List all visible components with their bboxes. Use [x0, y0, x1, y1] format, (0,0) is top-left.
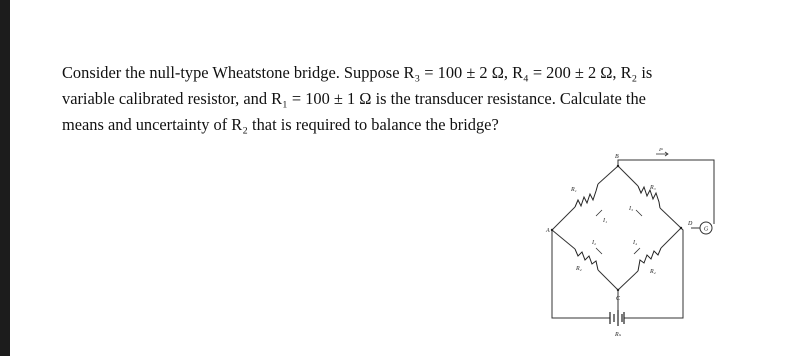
resistor-r3: [638, 186, 660, 208]
r3-label: R₃: [650, 185, 656, 191]
wire-d-r4: [661, 228, 681, 248]
wire-r3-d: [660, 208, 681, 228]
r4-label: R₄: [650, 269, 656, 275]
node-b-dot: [617, 165, 619, 167]
node-b-label: B: [615, 154, 619, 160]
i2-label: I₂: [592, 240, 597, 246]
current-arrow-i4: [634, 248, 640, 254]
wire-b-r3: [618, 166, 638, 186]
question-text: [62, 60, 752, 138]
node-d-label: D: [688, 221, 693, 227]
wheatstone-bridge-diagram: [538, 148, 728, 348]
ig-label: Iᵍ: [659, 148, 663, 153]
i3-label: I₃: [629, 206, 634, 212]
node-a-label: A: [546, 228, 550, 234]
galvanometer-label: G: [703, 226, 709, 233]
i1-label: I₁: [603, 218, 608, 224]
node-d-dot: [680, 227, 682, 229]
resistor-r4: [638, 248, 661, 271]
resistor-r1: [575, 184, 598, 207]
current-arrow-i3: [636, 210, 642, 216]
node-c-label: C: [616, 296, 621, 302]
wire-c-r2: [598, 270, 618, 290]
left-edge-bar: [0, 0, 10, 356]
question-line-2: variable calibrated resistor, and R₁ = 100 ± 1 Ω is the transducer resistance. Calculate the: [62, 89, 646, 108]
node-a-dot: [551, 229, 553, 231]
question-line-1: Consider the null-type Wheatstone bridge. Suppose R₃ = 100 ± 2 Ω, R₄ = 200 ± 2 Ω, R₂ is: [62, 63, 653, 82]
r2-label: R₂: [576, 266, 582, 272]
current-arrow-i2: [596, 248, 602, 254]
bridge-circuit-svg: [538, 148, 728, 348]
wire-r1-b: [598, 166, 618, 184]
question-line-3: means and uncertainty of R₂ that is required to balance the bridge?: [62, 115, 499, 134]
node-c-dot: [617, 289, 619, 291]
wire-a-r1: [552, 207, 575, 230]
wire-r2-a: [552, 230, 575, 249]
rs-label: Rₛ: [615, 332, 621, 338]
wire-r4-c: [618, 271, 638, 290]
i4-label: I₄: [633, 240, 638, 246]
r1-label: R₁: [571, 187, 577, 193]
current-arrow-i1: [596, 210, 602, 216]
